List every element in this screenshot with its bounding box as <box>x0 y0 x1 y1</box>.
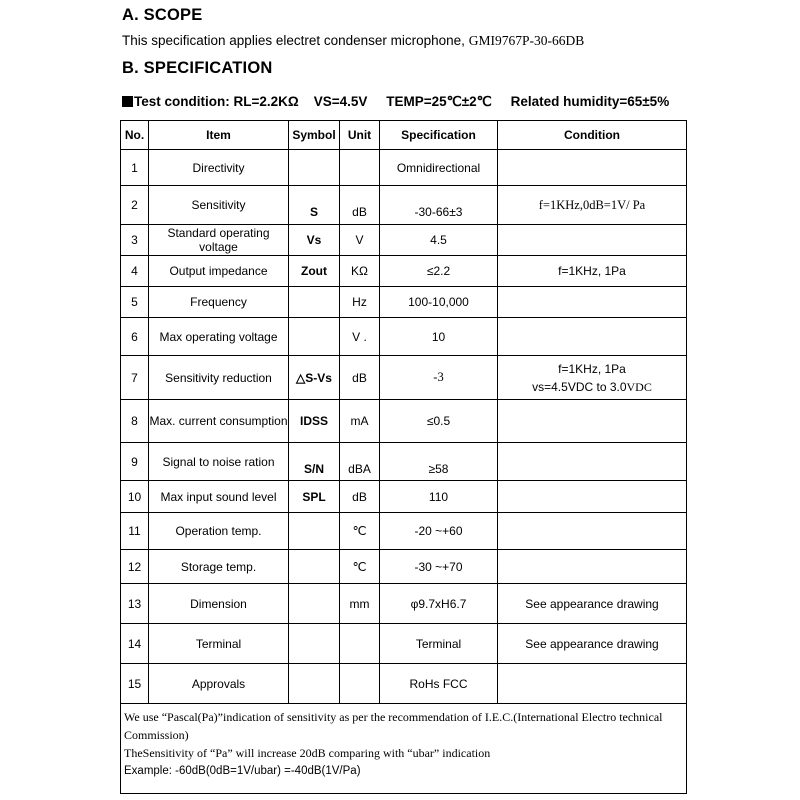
cell-condition <box>498 481 687 513</box>
table-row <box>121 443 687 481</box>
header-item: Item <box>149 121 289 150</box>
cell-unit: mA <box>340 400 380 443</box>
table-header-row <box>121 121 687 150</box>
cell-item: Sensitivity reduction <box>149 356 289 400</box>
test-condition-rl: RL=2.2KΩ <box>233 94 299 109</box>
table-row <box>121 550 687 584</box>
table-row <box>121 287 687 318</box>
condition-voltage-unit: VDC <box>626 379 652 394</box>
cell-condition <box>498 400 687 443</box>
table-row <box>121 186 687 225</box>
condition-voltage-range: vs=4.5VDC to 3.0 <box>532 379 627 394</box>
cell-spec: -3 <box>380 356 498 400</box>
test-condition-humidity: Related humidity=65±5% <box>510 94 670 109</box>
cell-condition <box>498 150 687 186</box>
table-row <box>121 256 687 287</box>
table-row <box>121 356 687 400</box>
header-no: No. <box>121 121 149 150</box>
table-row <box>121 400 687 443</box>
cell-no: 6 <box>121 318 149 356</box>
model-number: GMI9767P-30-66DB <box>468 33 585 48</box>
cell-item: Frequency <box>149 287 289 318</box>
specification-heading: B. SPECIFICATION <box>122 59 273 77</box>
cell-symbol <box>289 318 340 356</box>
condition-line <box>498 378 686 396</box>
cell-symbol: S/N <box>289 443 340 481</box>
cell-item: Max. current consumption <box>149 400 289 443</box>
cell-symbol: IDSS <box>289 400 340 443</box>
cell-no: 4 <box>121 256 149 287</box>
cell-unit: dB <box>340 186 380 225</box>
cell-item: Approvals <box>149 664 289 704</box>
table-row <box>121 481 687 513</box>
cell-spec: 100-10,000 <box>380 287 498 318</box>
cell-item: Sensitivity <box>149 186 289 225</box>
cell-no: 5 <box>121 287 149 318</box>
cell-no: 10 <box>121 481 149 513</box>
cell-no: 9 <box>121 443 149 481</box>
header-condition: Condition <box>498 121 687 150</box>
cell-unit: V <box>340 225 380 256</box>
cell-condition: f=1KHz,0dB=1V/ Pa <box>498 186 687 225</box>
cell-condition <box>498 513 687 550</box>
cell-no: 13 <box>121 584 149 624</box>
cell-symbol <box>289 664 340 704</box>
cell-item: Max operating voltage <box>149 318 289 356</box>
cell-condition <box>498 356 687 400</box>
cell-condition <box>498 443 687 481</box>
cell-condition <box>498 318 687 356</box>
cell-unit: mm <box>340 584 380 624</box>
cell-symbol <box>289 513 340 550</box>
cell-symbol: SPL <box>289 481 340 513</box>
cell-item: Directivity <box>149 150 289 186</box>
cell-symbol: Vs <box>289 225 340 256</box>
cell-spec: ≤2.2 <box>380 256 498 287</box>
cell-unit <box>340 624 380 664</box>
cell-unit: KΩ <box>340 256 380 287</box>
header-unit: Unit <box>340 121 380 150</box>
cell-spec: -30-66±3 <box>380 186 498 225</box>
note-line-pascal: We use “Pascal(Pa)”indication of sensitivity as per the recommendation of I.E.C.(International Electro technical Commission) <box>124 710 663 742</box>
cell-spec: -20 ~+60 <box>380 513 498 550</box>
cell-symbol <box>289 624 340 664</box>
cell-condition <box>498 664 687 704</box>
cell-spec: 4.5 <box>380 225 498 256</box>
header-specification: Specification <box>380 121 498 150</box>
cell-unit: dB <box>340 481 380 513</box>
cell-spec: RoHs FCC <box>380 664 498 704</box>
cell-condition <box>498 287 687 318</box>
cell-no: 7 <box>121 356 149 400</box>
cell-no: 2 <box>121 186 149 225</box>
cell-unit: V . <box>340 318 380 356</box>
cell-spec: Terminal <box>380 624 498 664</box>
cell-unit: dB <box>340 356 380 400</box>
table-row <box>121 624 687 664</box>
cell-no: 12 <box>121 550 149 584</box>
cell-item: Signal to noise ration <box>149 443 289 481</box>
cell-no: 11 <box>121 513 149 550</box>
cell-spec: Omnidirectional <box>380 150 498 186</box>
cell-spec: ≥58 <box>380 443 498 481</box>
cell-spec: ≤0.5 <box>380 400 498 443</box>
test-condition-label: Test condition: <box>134 94 230 109</box>
cell-condition <box>498 550 687 584</box>
cell-symbol <box>289 150 340 186</box>
cell-condition: f=1KHz, 1Pa <box>498 256 687 287</box>
notes-cell <box>121 704 687 794</box>
cell-condition: See appearance drawing <box>498 624 687 664</box>
cell-symbol: S <box>289 186 340 225</box>
cell-no: 14 <box>121 624 149 664</box>
cell-unit: Hz <box>340 287 380 318</box>
test-condition-vs: VS=4.5V <box>313 94 368 109</box>
cell-no: 15 <box>121 664 149 704</box>
cell-spec: φ9.7xH6.7 <box>380 584 498 624</box>
cell-unit <box>340 664 380 704</box>
cell-item: Storage temp. <box>149 550 289 584</box>
test-condition <box>122 94 669 110</box>
cell-no: 8 <box>121 400 149 443</box>
notes-row <box>121 704 687 794</box>
note-line-example: Example: -60dB(0dB=1V/ubar) =-40dB(1V/Pa) <box>124 765 361 777</box>
cell-symbol <box>289 584 340 624</box>
cell-spec: -30 ~+70 <box>380 550 498 584</box>
table-row <box>121 318 687 356</box>
table-row <box>121 150 687 186</box>
cell-item: Standard operating voltage <box>149 225 289 256</box>
cell-item: Max input sound level <box>149 481 289 513</box>
table-row <box>121 513 687 550</box>
cell-unit: dBA <box>340 443 380 481</box>
cell-item: Output impedance <box>149 256 289 287</box>
cell-item: Terminal <box>149 624 289 664</box>
cell-condition: See appearance drawing <box>498 584 687 624</box>
test-condition-temp: TEMP=25℃±2℃ <box>386 94 492 109</box>
cell-condition <box>498 225 687 256</box>
cell-no: 1 <box>121 150 149 186</box>
cell-unit: ℃ <box>340 513 380 550</box>
square-bullet-icon <box>122 96 133 107</box>
note-line-ubar: TheSensitivity of “Pa” will increase 20dB comparing with “ubar” indication <box>124 746 491 760</box>
cell-spec: 10 <box>380 318 498 356</box>
scope-heading: A. SCOPE <box>122 6 203 24</box>
condition-line: f=1KHz, 1Pa <box>558 361 626 376</box>
cell-no: 3 <box>121 225 149 256</box>
cell-item: Dimension <box>149 584 289 624</box>
scope-text <box>122 33 584 49</box>
cell-unit <box>340 150 380 186</box>
scope-text-prefix: This specification applies electret condenser microphone, <box>122 33 465 48</box>
specification-table <box>120 120 687 794</box>
cell-symbol <box>289 550 340 584</box>
table-row <box>121 664 687 704</box>
cell-symbol: △S-Vs <box>289 356 340 400</box>
cell-spec: 110 <box>380 481 498 513</box>
cell-symbol <box>289 287 340 318</box>
table-row <box>121 584 687 624</box>
table-row <box>121 225 687 256</box>
cell-item: Operation temp. <box>149 513 289 550</box>
cell-unit: ℃ <box>340 550 380 584</box>
header-symbol: Symbol <box>289 121 340 150</box>
cell-symbol: Zout <box>289 256 340 287</box>
